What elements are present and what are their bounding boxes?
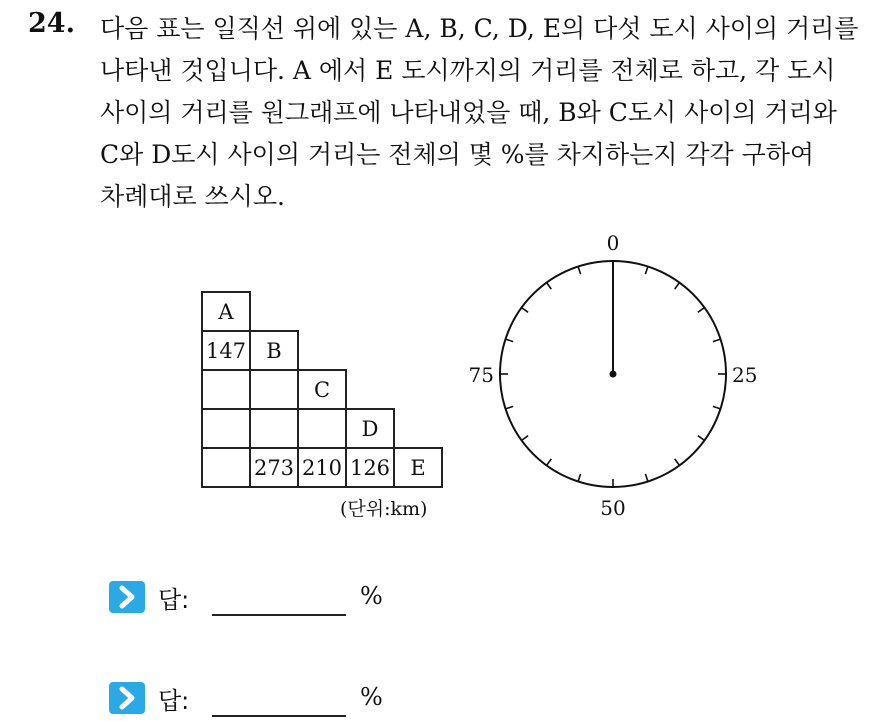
table-cell-c-e: 210 [297,447,347,488]
table-cell-city-b: B [249,330,299,371]
table-cell-city-c: C [297,369,347,410]
tick-mark [506,339,514,342]
answer-label: 답: [158,586,190,614]
answer-unit: % [360,683,383,711]
circle-graph [468,228,758,532]
table-cell-empty [249,369,299,410]
question-text [100,8,870,218]
tick-mark [713,339,721,342]
table-cell-empty [201,408,251,449]
tick-mark [645,267,648,275]
question-line: 차례대로 쓰시오. [100,182,285,211]
tick-mark [645,474,648,482]
tick-mark [578,267,581,275]
question-number: 24. [28,8,75,39]
tick-mark [698,308,705,313]
table-cell-city-d: D [345,408,395,449]
answer-label: 답: [158,687,190,715]
answer-blank[interactable] [212,715,346,717]
label-top: 0 [606,231,620,255]
chevron-right-icon [108,681,146,715]
question-line: 다음 표는 일직선 위에 있는 A, B, C, D, E의 다섯 도시 사이의 거리를 [100,14,859,43]
tick-mark [578,474,581,482]
tick-mark [547,459,552,466]
tick-mark [547,283,552,290]
label-bottom: 50 [600,496,626,520]
answer-unit: % [360,582,383,610]
center-dot [610,371,617,378]
table-cell-d-e: 126 [345,447,395,488]
table-cell-empty [249,408,299,449]
table-cell-empty [297,408,347,449]
tick-mark [698,436,705,441]
table-cell-empty [201,369,251,410]
question-line: C와 D도시 사이의 거리는 전체의 몇 %를 차지하는지 각각 구하여 [100,140,815,169]
label-left: 75 [468,363,494,387]
tick-mark [506,406,514,409]
unit-note: (단위:km) [340,498,428,520]
label-right: 25 [732,363,758,387]
table-cell-a-b: 147 [201,330,251,371]
question-line: 사이의 거리를 원그래프에 나타내었을 때, B와 C도시 사이의 거리와 [100,98,837,127]
table-cell-empty [201,447,251,488]
chevron-right-icon [108,580,146,614]
table-cell-city-a: A [201,291,251,332]
question-line: 나타낸 것입니다. A 에서 E 도시까지의 거리를 전체로 하고, 각 도시 [100,56,836,85]
table-cell-city-e: E [393,447,443,488]
tick-mark [522,436,529,441]
tick-mark [713,406,721,409]
table-cell-b-e: 273 [249,447,299,488]
answer-blank[interactable] [212,614,346,616]
tick-mark [522,308,529,313]
tick-mark [675,283,680,290]
tick-mark [675,459,680,466]
